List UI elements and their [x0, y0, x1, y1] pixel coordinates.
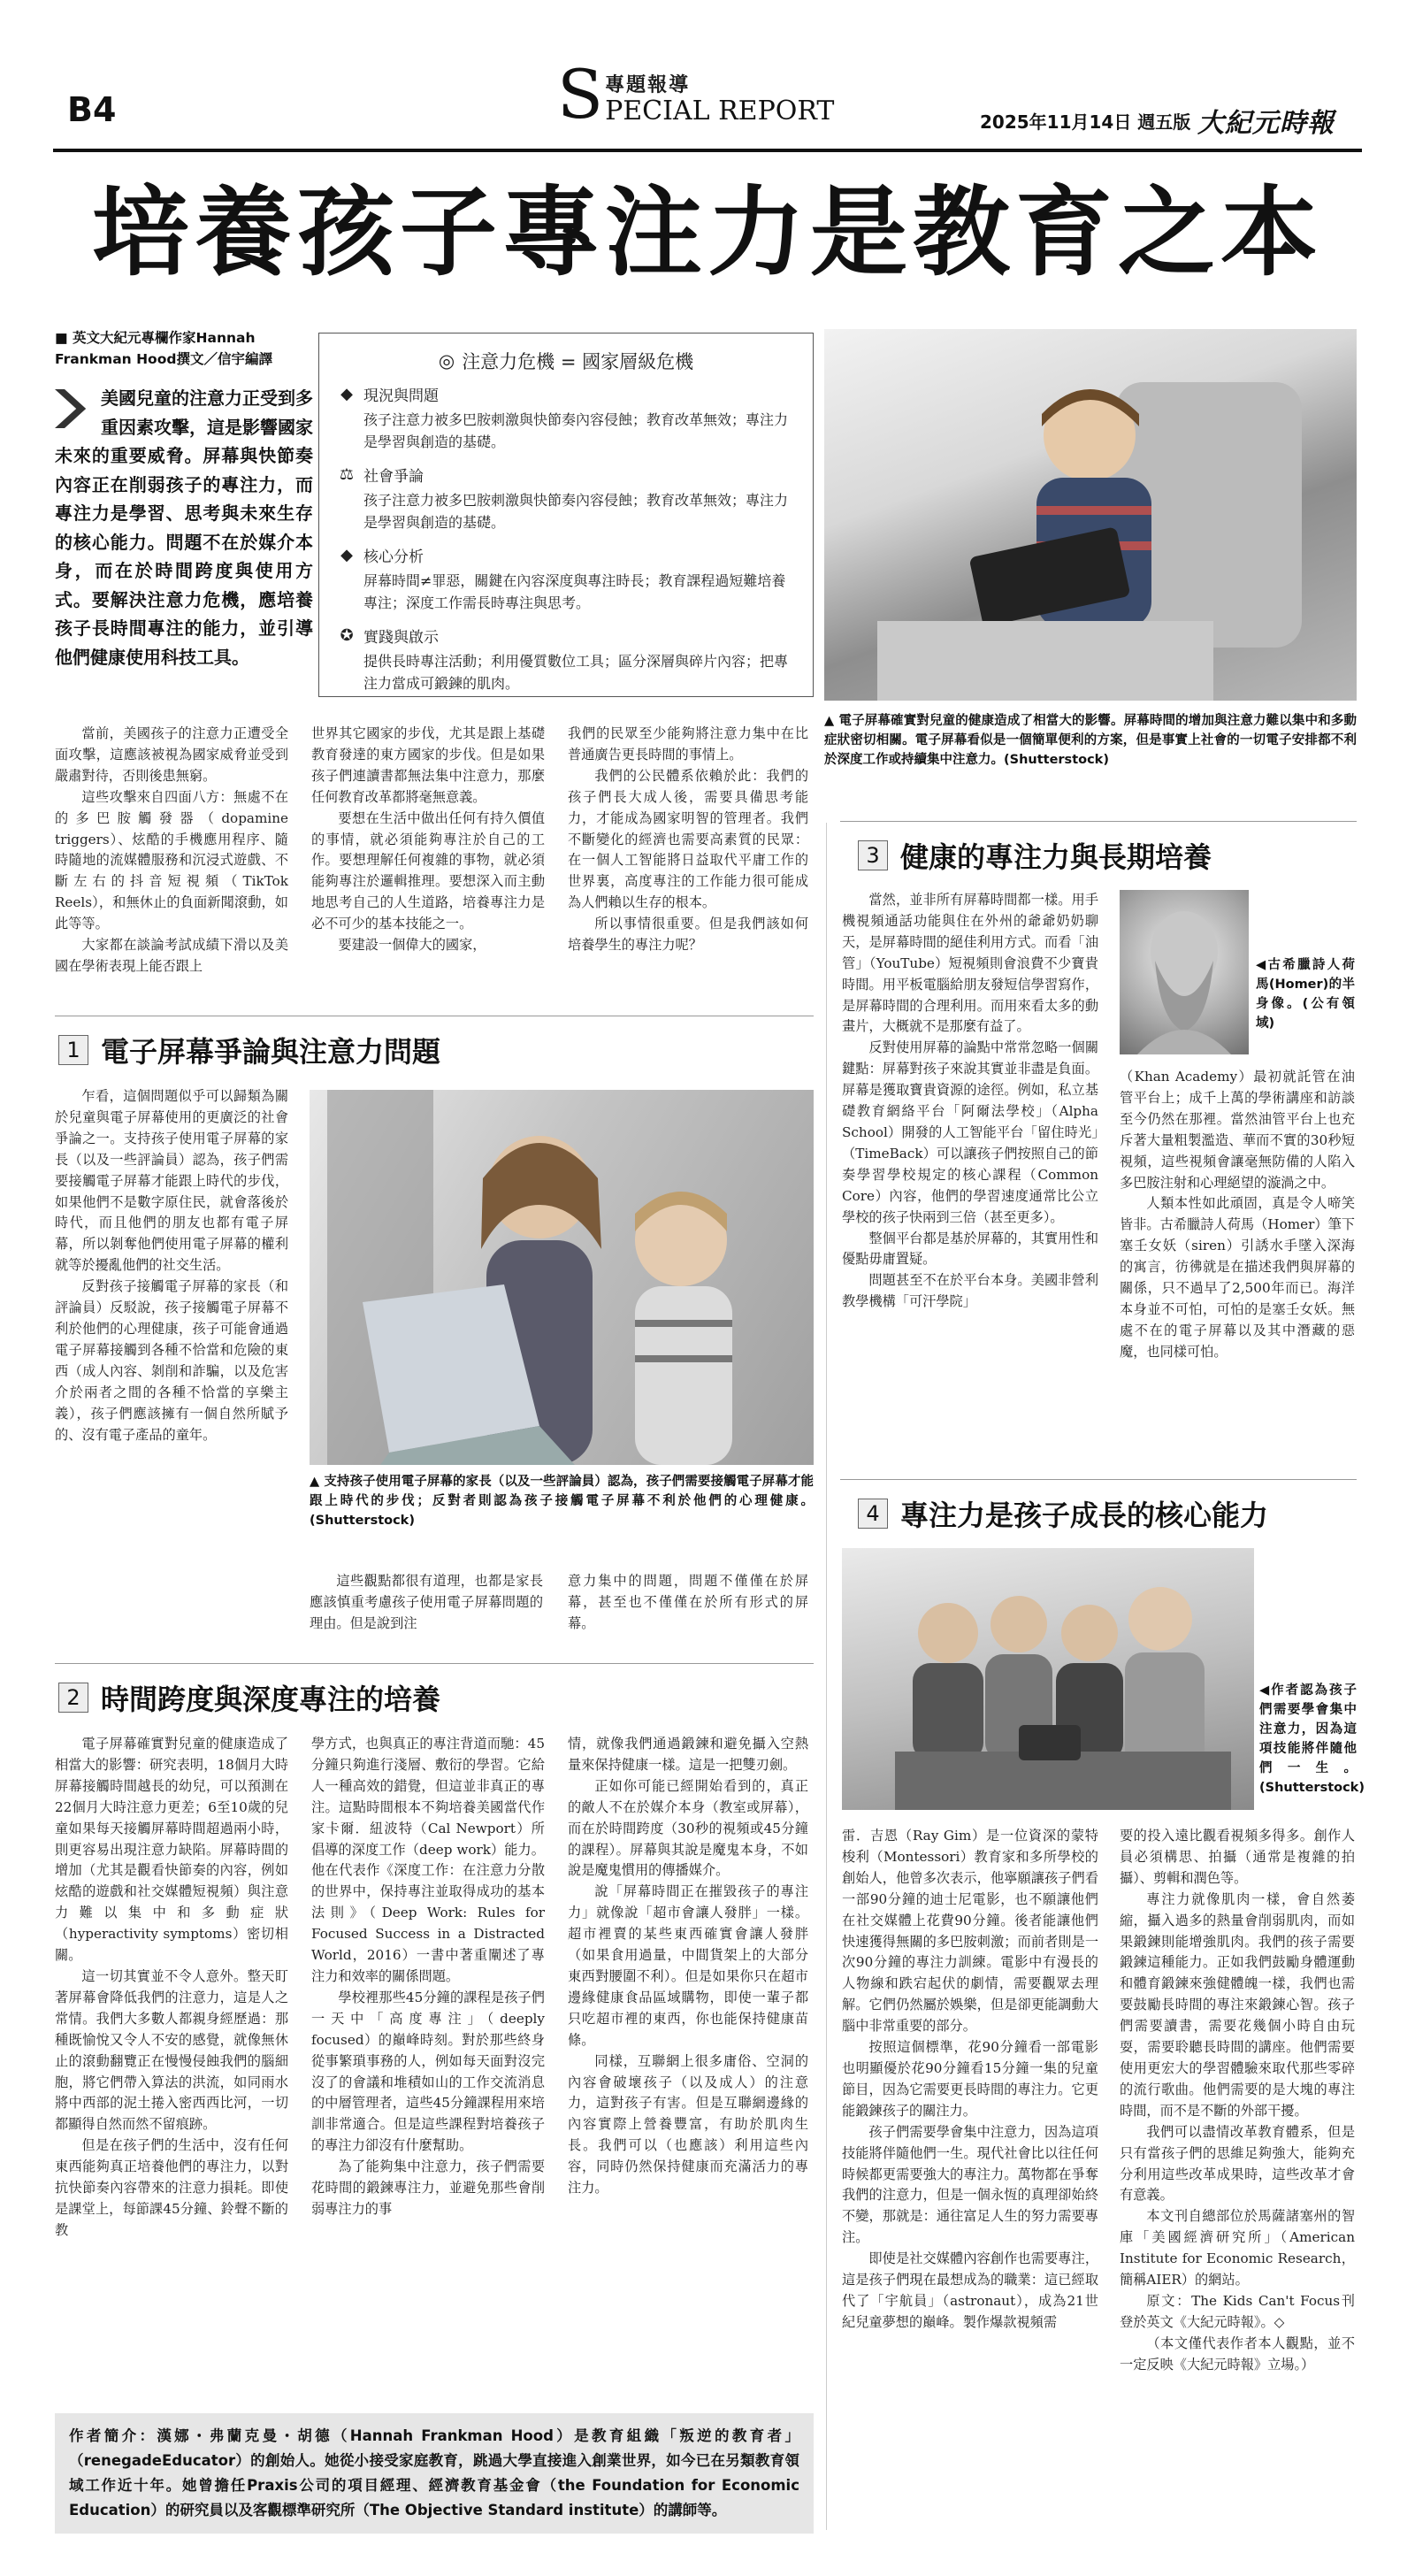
info-box-item-heading: [337, 464, 795, 486]
homer-caption: ◀古希臘詩人荷馬(Homer)的半身像。(公有領域): [1256, 958, 1355, 1031]
paragraph: 世界其它國家的步伐，尤其是跟上基礎教育發達的東方國家的步伐。但是如果孩子們連讀書都無法集中注意力，那麼任何教育改革都將毫無意義。: [311, 725, 545, 805]
section4-heading: [858, 1493, 1268, 1534]
info-box: [318, 333, 814, 697]
info-box-item-heading: [337, 625, 795, 647]
section1-column-1: [55, 1086, 288, 1445]
paragraph: 正如你可能已經開始看到的，真正的敵人不在於媒介本身（教室或屏幕），而在於時間跨度（30秒的視頻或45分鐘的課程）。屏幕與其說是魔鬼本身，不如說是魔鬼慣用的傳播媒介。: [568, 1777, 808, 1879]
paragraph: 大家都在談論考試成績下滑以及美國在學術表現上能否跟上: [55, 937, 288, 974]
diamond-icon: ◆: [340, 385, 353, 403]
info-box-item-title: 現況與問題: [363, 387, 439, 405]
section1-column-2: [310, 1571, 543, 1635]
info-box-item-body: 屏幕時間≠罪惡，關鍵在內容深度與專注時長；教育課程過短難培養專注；深度工作需長時專注與思考。: [363, 572, 786, 611]
target-icon: ◎: [438, 350, 455, 372]
paragraph: 我們的民眾至少能夠將注意力集中在比普通廣告更長時間的事情上。: [568, 725, 808, 763]
section1-column-3: [568, 1571, 808, 1635]
paragraph: 所以事情很重要。但是我們該如何培養學生的專注力呢？: [568, 916, 808, 954]
paragraph: （Khan Academy）最初就託管在油管平台上；成千上萬的學術講座和訪談至今仍然在那裡。當然油管平台上也充斥著大量粗製濫造、華而不實的30秒短視頻，這些視頻會讓毫無防備的人陷入多巴胺注射和心理絕望的漩渦之中。: [1120, 1069, 1355, 1191]
paragraph: 要建設一個偉大的國家，: [338, 937, 486, 954]
info-box-title: [337, 348, 795, 374]
photo-mother-child-laptop: [310, 1090, 814, 1465]
column-divider: [826, 823, 827, 2530]
paragraph: 本文刊自總部位於馬薩諸塞州的智庫「美國經濟研究所」（American Institute for Economic Research，簡稱AIER）的網站。: [1120, 2208, 1355, 2288]
special-report-initial: S: [557, 55, 604, 134]
special-report-cn: 專題報導: [605, 74, 691, 96]
paragraph: 即使是社交媒體內容創作也需要專注，這是孩子們現在最想成為的職業：這已經取代了「宇航員」（astronaut），成為21世紀兒童夢想的巔峰。製作爆款視頻需: [842, 2250, 1098, 2330]
info-box-item-body: 孩子注意力被多巴胺刺激與快節奏內容侵蝕；教育改革無效；專注力是學習與創造的基礎。: [363, 492, 789, 531]
paragraph: 為了能夠集中注意力，孩子們需要花時間的鍛鍊專注力，並避免那些會削弱專注力的事: [311, 2158, 545, 2217]
special-report-en: PECIAL REPORT: [605, 96, 835, 126]
section3-rule: [840, 821, 1357, 822]
section2-number: 2: [58, 1683, 88, 1713]
paragraph: 同樣，互聯網上很多庸俗、空洞的內容會破壞孩子（以及成人）的注意力，這對孩子有害。但是互聯網邊緣的內容實際上營養豐富，有助於肌肉生長。我們可以（也應該）利用這些內容，同時仍然保持健康而充滿活力的專注力。: [568, 2052, 808, 2196]
info-box-item-body: 提供長時專注活動；利用優質數位工具；區分深層與碎片內容；把專注力當成可鍛鍊的肌肉。: [363, 653, 789, 692]
paragraph: 電子屏幕確實對兒童的健康造成了相當大的影響：研究表明，18個月大時屏幕接觸時間越長的幼兒，可以預測在22個月大時注意力更差；6至10歲的兒童如果每天接觸屏幕時間超過兩小時，則更容易出現注意力缺陷。屏幕時間的增加（尤其是觀看快節奏的內容，例如炫酷的遊戲和社交媒體短視頻）與注意力難以集中和多動症狀（hyperactivity symptoms）密切相關。: [55, 1736, 288, 1964]
lead-paragraph: [55, 384, 313, 671]
lead-text: 美國兒童的注意力正受到多重因素攻擊，這是影響國家未來的重要威脅。屏幕與快節奏內容正在削弱孩子的專注力，而專注力是學習、思考與未來生存的核心能力。問題不在於媒介本身，而在於時間跨度與使用方式。要解決注意力危機，應培養孩子長時間專注的能力，並引導他們健康使用科技工具。: [55, 387, 313, 668]
photo-children-robotics-illustration: [842, 1548, 1254, 1810]
section2-column-2: [311, 1734, 545, 2220]
section3-heading: [858, 835, 1212, 876]
photo1-caption: ▲ 電子屏幕確實對兒童的健康造成了相當大的影響。屏幕時間的增加與注意力難以集中和多動症狀密切相關。電子屏幕看似是一個簡單便利的方案，但是事實上社會的一切電子安排都不利於深度工作或持續集中注意力。(Shutterstock): [824, 714, 1357, 767]
photo-boy-tablet: [824, 329, 1357, 701]
info-box-item-title: 社會爭論: [363, 468, 424, 486]
section4-column-2: [1120, 1826, 1355, 2376]
intro-column-2: [311, 724, 545, 956]
info-box-item-heading: [337, 383, 795, 405]
paragraph: 我們的公民體系依賴於此：我們的孩子們長大成人後，需要具備思考能力，才能成為國家明智的管理者。我們不斷變化的經濟也需要高素質的民眾：在一個人工智能將日益取代平庸工作的世界裏，高度專注的工作能力很可能成為人們賴以生存的根本。: [568, 767, 808, 911]
section2-column-3: [568, 1734, 808, 2199]
paragraph: 孩子們需要學會集中注意力，因為這項技能將伴隨他們一生。現代社會比以往任何時候都更需要強大的專注力。萬物都在爭奪我們的注意力，但是一個永恆的真理卻始終不變，那就是：通往富足人生的努力需要專注。: [842, 2123, 1098, 2246]
paragraph: 整個平台都是基於屏幕的，其實用性和優點毋庸置疑。: [842, 1230, 1098, 1268]
section1-title: 電子屏幕爭論與注意力問題: [101, 1035, 441, 1069]
section4-rule: [840, 1479, 1357, 1480]
special-report-label: [557, 55, 835, 134]
photo-children-robotics: [842, 1548, 1254, 1810]
paragraph: 我們可以盡情改革教育體系，但是只有當孩子們的思維足夠強大，能夠充分利用這些改革成果時，這些改革才會有意義。: [1120, 2123, 1355, 2204]
issue-date: 2025年11月14日 週五版: [980, 111, 1191, 133]
section3-number: 3: [858, 840, 888, 870]
paragraph: 要想在生活中做出任何有持久價值的事情，就必須能夠專注於自己的工作。要想理解任何複雜的事物，就必須能夠專注於邏輯推理。要想深入而主動地思考自己的人生道路，培養專注力是必不可少的基本技能之一。: [311, 809, 545, 932]
homer-bust-illustration: [1120, 890, 1249, 1054]
section1-heading: [58, 1030, 440, 1070]
paragraph: 要的投入遠比觀看視頻多得多。創作人員必須構思、拍攝（通常是複雜的拍攝）、剪輯和潤色等。: [1120, 1828, 1355, 1886]
paragraph: 當然，並非所有屏幕時間都一樣。用手機視頻通話功能與住在外州的爺爺奶奶聊天，是屏幕時間的絕佳利用方式。而看「油管」（YouTube）短視頻則會浪費不少寶貴時間。用平板電腦給朋友發短信學習寫作，是屏幕時間的合理利用。而用來看太多的動畫片，大概就不是那麼有益了。: [842, 892, 1098, 1035]
intro-column-1: [55, 724, 288, 978]
paragraph: 情，就像我們通過鍛鍊和避免攝入空熱量來保持健康一樣。這是一把雙刃劍。: [568, 1736, 808, 1773]
section1-column-2-text: 這些觀點都很有道理，也都是家長應該慎重考慮孩子使用電子屏幕問題的理由。但是說到注: [310, 1573, 543, 1631]
paragraph: 乍看，這個問題似乎可以歸類為關於兒童與電子屏幕使用的更廣泛的社會爭論之一。支持孩子使用電子屏幕的家長（以及一些評論員）認為，孩子們需要接觸電子屏幕才能跟上時代的步伐，如果他們不是數字原住民，就會落後於時代，而且他們的朋友也都有電子屏幕，所以剝奪他們使用電子屏幕的權利就等於擾亂他們的社交生活。: [55, 1088, 288, 1274]
section4-title: 專注力是孩子成長的核心能力: [900, 1499, 1269, 1532]
info-box-item-body: 孩子注意力被多巴胺刺激與快節奏內容侵蝕；教育改革無效；專注力是學習與創造的基礎。: [363, 411, 789, 450]
paragraph: 學方式，也與真正的專注背道而馳：45分鐘只夠進行淺層、敷衍的學習。它給人一種高效的錯覺，但這並非真正的專注。這點時間根本不夠培養美國當代作家卡爾．紐波特（Cal Newport）所倡導的深度工作（deep work）能力。他在代表作《深度工作：在注意力分散的世界中，保持專注並取得成功的基本法則》（Deep Work: Rules for Focused Success in a Distracted World，2016）一書中著重闡述了專注力和效率的關係問題。: [311, 1736, 545, 1984]
paragraph: 但是在孩子們的生活中，沒有任何東西能夠真正培養他們的專注力，以對抗快節奏內容帶來的注意力損耗。即使是課堂上，每節課45分鐘、鈴聲不斷的教: [55, 2137, 288, 2238]
paragraph: 這一切其實並不令人意外。整天盯著屏幕會降低我們的注意力，這是人之常情。我們大多數人都親身經歷過：那種既愉悅又令人不安的感覺，就像無休止的滾動翻覽正在慢慢侵蝕我們的腦細胞，將它們帶入算法的洪流，如同雨水將中西部的泥土捲入密西西比河，一切都顯得自然而然不留痕跡。: [55, 1967, 288, 2133]
section2-column-1: [55, 1734, 288, 2242]
paragraph: 原文：The Kids Can't Focus刊登於英文《大紀元時報》。◇: [1120, 2292, 1355, 2330]
scales-icon: ⚖: [339, 465, 355, 484]
paragraph: 反對孩子接觸電子屏幕的家長（和評論員）反駁說，孩子接觸電子屏幕不利於他們的心理健康，孩子可能會通過電子屏幕接觸到各種不恰當和危險的東西（成人內容、剝削和詐騙，以及危害介於兩者之間的各種不恰當的享樂主義），孩子們應該擁有一個自然所賦予的、沒有電子產品的童年。: [55, 1278, 288, 1443]
section3-column-2: [1120, 1067, 1355, 1363]
byline-line1: ■ 英文大紀元專欄作家Hannah: [55, 330, 256, 346]
byline-line2: Frankman Hood撰文／信宇編譯: [55, 351, 272, 367]
paragraph: 人類本性如此頑固，真是令人啼笑皆非。古希臘詩人荷馬（Homer）筆下塞壬女妖（siren）引誘水手墜入深海的寓言，彷彿就是在描述我們與屏幕的關係，只不過早了2,500年而已。海洋本身並不可怕，可怕的是塞壬女妖。無處不在的電子屏幕以及其中潛藏的惡魔，也同樣可怕。: [1120, 1195, 1355, 1360]
section1-column-3-text: 意力集中的問題，問題不僅僅在於屏幕，甚至也不僅僅在於所有形式的屏幕。: [568, 1573, 808, 1631]
paragraph: 這些攻擊來自四面八方：無處不在的多巴胺觸發器（dopamine triggers）、炫酷的手機應用程序、隨時隨地的流媒體服務和沉浸式遊戲、不斷左右的抖音短視頻（TikTok Reels），和無休止的負面新聞滾動，如此等等。: [55, 788, 288, 932]
paragraph: 當前，美國孩子的注意力正遭受全面攻擊，這應該被視為國家威脅並受到嚴肅對待，否則後患無窮。: [55, 725, 288, 784]
section4-photo-caption: ◀作者認為孩子們需要學會集中注意力，因為這項技能將伴隨他們一生。(Shutterstock): [1259, 1683, 1365, 1795]
bulb-icon: ✪: [340, 626, 354, 645]
section2-rule: [55, 1663, 814, 1664]
section2-title: 時間跨度與深度專注的培養: [101, 1683, 441, 1716]
paragraph: 說「屏幕時間正在摧毀孩子的專注力」就像說「超市會讓人發胖」一樣。超市裡賣的某些東西確實會讓人發胖（如果食用過量，中間貨架上的大部分東西對腰圍不利）。但是如果你只在超市邊緣健康食品區域購物，即使一輩子都只吃超市裡的東西，你也能保持健康苗條。: [568, 1883, 808, 2048]
section4-column-1: [842, 1826, 1098, 2334]
paragraph: 雷．吉恩（Ray Gim）是一位資深的蒙特梭利（Montessori）教育家和多所學校的創始人，他曾多次表示，他寧願讓孩子們看一部90分鐘的迪士尼電影，也不願讓他們在社交媒體上花費90分鐘。後者能讓他們快速獲得無關的多巴胺刺激；而前者則是一次90分鐘的專注力訓練。電影中有漫長的人物線和跌宕起伏的劇情，需要觀眾去理解。它們仍然屬於娛樂，但是卻更能調動大腦中非常重要的部分。: [842, 1828, 1098, 2035]
paragraph: 問題甚至不在於平台本身。美國非營利教學機構「可汗學院」: [842, 1272, 1098, 1310]
paragraph: 按照這個標準，花90分鐘看一部電影也明顯優於花90分鐘看15分鐘一集的兒童節目，因為它需要更長時間的專注力。它更能鍛鍊孩子的關注力。: [842, 2039, 1098, 2119]
section1-photo-caption: ▲ 支持孩子使用電子屏幕的家長（以及一些評論員）認為，孩子們需要接觸電子屏幕才能跟上時代的步伐；反對者則認為孩子接觸電子屏幕不利於他們的心理健康。(Shutterstock): [310, 1475, 814, 1528]
section4-number: 4: [858, 1499, 888, 1529]
photo-mother-child-illustration: [310, 1090, 814, 1465]
photo-homer-bust: [1120, 890, 1249, 1054]
diamond-icon: ◆: [340, 546, 353, 564]
author-bio-text: 作者簡介：漢娜・弗蘭克曼・胡德（Hannah Frankman Hood）是教育組織「叛逆的教育者」（renegadeEducator）的創始人。她從小接受家庭教育，跳過大學直接進入創業世界，如今已在另類教育領域工作近十年。她曾擔任Praxis公司的項目經理、經濟教育基金會（the Foundation for Economic Education）的研究員以及客觀標準研究所（The Objective Standard institute）的講師等。: [69, 2427, 799, 2518]
info-box-items: [337, 383, 795, 694]
author-bio-box: [55, 2413, 814, 2534]
info-box-title-text: 注意力危機 = 國家層級危機: [462, 351, 694, 372]
page-headline: 培養孩子專注力是教育之本: [92, 176, 1323, 289]
section3-column-1: [842, 890, 1098, 1313]
masthead-logo: 大紀元時報: [1197, 108, 1335, 139]
byline: [55, 327, 311, 370]
photo-boy-tablet-illustration: [824, 329, 1357, 701]
intro-column-3: [568, 724, 808, 956]
section1-number: 1: [58, 1035, 88, 1065]
info-box-item-title: 核心分析: [363, 548, 424, 566]
header-rule: [53, 149, 1362, 152]
paragraph: 學校裡那些45分鐘的課程是孩子們一天中「高度專注」（deeply focused）的巔峰時刻。對於那些終身從事繁瑣事務的人，例如每天面對沒完沒了的會議和堆積如山的工作交流消息的中層管理者，這些45分鐘課程用來培訓非常適合。但是這些課程對培養孩子的專注力卻沒有什麼幫助。: [311, 1989, 545, 2154]
paragraph: （本文僅代表作者本人觀點，並不一定反映《大紀元時報》立場。）: [1120, 2334, 1355, 2373]
paragraph: 專注力就像肌肉一樣，會自然萎縮，攝入過多的熱量會削弱肌肉，而如果鍛鍊則能增強肌肉。我們的孩子需要鍛鍊這種能力。正如我們鼓勵身體運動和體育鍛鍊來強健體魄一樣，我們也需要鼓勵長時間的專注來鍛鍊心智。孩子們需要讀書，需要花幾個小時自由玩耍，需要聆聽長時間的講座。他們需要使用更宏大的學習體驗來取代那些零碎的流行歌曲。他們需要的是大塊的專注時間，而不是不斷的外部干擾。: [1120, 1890, 1355, 2119]
info-box-item-heading: [337, 544, 795, 566]
section3-title: 健康的專注力與長期培養: [900, 840, 1212, 874]
paragraph: 反對使用屏幕的論點中常常忽略一個關鍵點：屏幕對孩子來說其實並非盡是負面。屏幕是獲取寶貴資源的途徑。例如，私立基礎教育網絡平台「阿爾法學校」（Alpha School）開發的人工智能平台「留住時光」（TimeBack）可以讓孩子們按照自己的節奏學習學校規定的核心課程（Common Core）內容，他們的學習速度通常比公立學校的孩子快兩到三倍（甚至更多）。: [842, 1039, 1098, 1225]
page-number: B4: [67, 90, 117, 129]
info-box-item-title: 實踐與啟示: [363, 629, 439, 647]
section2-heading: [58, 1677, 440, 1718]
